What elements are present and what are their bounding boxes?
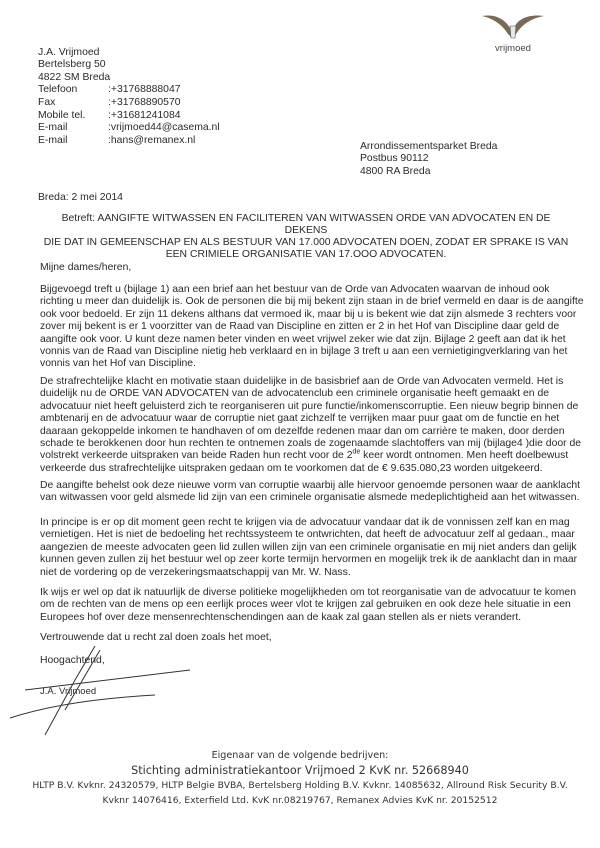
paragraph-line <box>40 463 580 475</box>
sender-block <box>38 47 220 148</box>
paragraph-line <box>40 401 580 413</box>
contact-value: :vrijmoed44@casema.nl <box>108 122 220 134</box>
paragraph-line <box>40 554 580 566</box>
greeting: Hoogachtend, <box>40 655 105 666</box>
line-text: niet de vordering op de verzekeringsmaatschappij van Mr. W. Nass. <box>40 566 351 578</box>
footer-owner-label: Eigenaar van de volgende bedrijven: <box>211 750 389 761</box>
line-text: volstrekt verkeerde uitspraken van beide Raden hun recht voor de 2 <box>40 450 353 462</box>
footer-companies: HLTP B.V. Kvknr. 24320579, HLTP Belgie BVBA, Bertelsberg Holding B.V. Kvknr. 14085632, Allround Risk Security B.V. <box>32 780 568 791</box>
paragraph-line <box>40 567 580 579</box>
contact-row <box>38 122 220 135</box>
paragraph-line <box>40 334 580 346</box>
contact-value: :+31768888047 <box>108 84 181 96</box>
line-text: vernietigen. Het is niet de bedoeling het rechtssysteem te ontwrichten, dat heeft de advocatuur zelf al gedaan., maar <box>40 529 575 541</box>
contact-label: E-mail <box>38 134 68 146</box>
paragraph-line <box>40 542 580 554</box>
paragraph-line <box>40 358 580 370</box>
line-text: Europees hof over deze mensenrechtenschendingen aan de kaak zal gaan stellen als er niets verandert. <box>40 611 522 623</box>
line-text: om de rechten van de mens op een eerlijk proces weer vlot te krijgen zal gebruiken en ook deze hele situatie in een <box>40 599 571 611</box>
footer-foundation: Stichting administratiekantoor Vrijmoed 2 KvK nr. 52668940 <box>131 764 469 777</box>
recipient-city: 4800 RA Breda <box>360 165 431 177</box>
paragraph-line <box>40 376 580 388</box>
paragraph-line <box>40 309 580 321</box>
signature <box>5 640 195 740</box>
contact-value: :+31768890570 <box>108 96 181 108</box>
sender-street: Bertelsberg 50 <box>38 59 106 71</box>
footer <box>0 748 600 808</box>
paragraph-line <box>40 438 580 450</box>
line-text: richting u meer dan duidelijk is. Ook de personen die bij mij bekent zijn staan in de brief vermeld en daar is de aangifte <box>40 296 584 308</box>
line-text: keer wordt ontnomen. Men heeft doelbewust <box>360 450 569 462</box>
paragraph-line <box>40 284 580 296</box>
line-text: advocatuur niet heeft geluisterd zich te reorganiseren uit pure functie/inkomenscorruptie. Een nieuw begrip binnen de <box>40 400 579 412</box>
line-text: De aangifte behelst ook deze nieuwe vorm van corruptie waarbij alle hiervoor genoemde personen waar de aanklacht <box>40 480 581 491</box>
line-text: zover mij bekent is er 1 voorzitter van de Raad van Discipline en zitten er 2 in het Hof van Discipline daar geld de <box>40 321 560 333</box>
line-text: daaraan gekoppelde inkomen te handhaven of om dezelfde redenen maar dan om carrière te maken, door derden <box>40 425 565 437</box>
subject-line: Betreft: AANGIFTE WITWASSEN EN FACILITEREN VAN WITWASSEN ORDE VAN ADVOCATEN EN DE DEKENS <box>61 213 551 236</box>
line-text: verkeerde dus strafrechtelijke uitspraken gedaan om te voorkomen dat de € 9.635.080,23 worden uitgekeerd. <box>40 462 543 474</box>
line-text: van witwassen voor geld alsmede lid zijn van een criminele organisatie alsmede medeplichtigheid aan het witwassen. <box>40 492 580 504</box>
line-text: ambtenarij en de advocatuur waar de corruptie niet gaat zichzelf te verrijken maar puur gaat om de functie en het <box>40 413 560 425</box>
paragraph-4 <box>40 517 580 579</box>
contact-row <box>38 135 220 148</box>
recipient-name: Arrondissementsparket Breda <box>360 141 498 152</box>
paragraph-line <box>40 413 580 425</box>
line-text: vonnis van de Raad van Discipline nietig heb verklaard en in bijlage 3 treft u aan een vernietigingverklaring van het <box>40 345 568 357</box>
paragraph-line <box>40 426 580 438</box>
paragraph-3 <box>40 480 580 505</box>
paragraph-line <box>40 587 580 599</box>
line-text: In principe is er op dit moment geen recht te krijgen via de advocatuur vandaar dat ik de vonnissen zelf kan en mag <box>40 517 570 528</box>
paragraph-line <box>40 517 580 529</box>
line-text: Bijgevoegd treft u (bijlage 1) aan een brief aan het bestuur van de Orde van Advocaten waarvan de inhoud ook <box>40 284 550 295</box>
salutation: Mijne dames/heren, <box>40 262 132 273</box>
subject <box>40 213 572 261</box>
paragraph-line <box>40 346 580 358</box>
paragraph-line <box>40 492 580 504</box>
letter-date: Breda: 2 mei 2014 <box>38 192 123 203</box>
signature-name: J.A. Vrijmoed <box>40 686 97 697</box>
sender-city: 4822 SM Breda <box>38 71 111 83</box>
paragraph-2 <box>40 376 580 475</box>
line-text: duidelijk nu de ORDE VAN ADVOCATEN van de advocatenclub een criminele organisatie heeft gemaakt en de <box>40 388 550 400</box>
paragraph-line <box>40 296 584 308</box>
contact-row <box>38 110 220 123</box>
paragraph-line <box>40 529 580 541</box>
footer-companies-cont: Kvknr 14076416, Exterfield Ltd. KvK nr.08219767, Remanex Advies KvK nr. 20152512 <box>102 795 498 806</box>
line-text: aangezien de meeste advocaten geen lid zullen willen zijn van een criminele organisatie en mij niet anders dan gelijk <box>40 541 577 553</box>
contact-value: :+31681241084 <box>108 109 181 121</box>
company-logo <box>478 12 548 54</box>
paragraph-line <box>40 599 580 611</box>
paragraph-line <box>40 450 580 462</box>
logo-text: vrijmoed <box>495 43 531 54</box>
contact-list <box>38 84 220 148</box>
contact-label: E-mail <box>38 122 68 134</box>
contact-row <box>38 97 220 110</box>
contact-label: Fax <box>38 96 56 108</box>
line-text: Ik wijs er wel op dat ik natuurlijk de diverse politieke mogelijkheden om tot reorganisatie van de advocatuur te komen <box>40 587 576 598</box>
paragraph-line <box>40 480 580 492</box>
contact-row <box>38 84 220 97</box>
line-text: ook voor bedoeld. Er zijn 11 dekens althans dat vermoed ik, maar bij u is bekent wie dat zijn alsmede 3 rechters voor <box>40 308 577 320</box>
contact-label: Telefoon <box>38 84 78 96</box>
line-text: aangifte ook voor. U kunt deze namen beter vinden en weet vrijwel zeker wie dat zijn. Bijlage 2 geeft aan dat ik het <box>40 333 566 345</box>
recipient-postbus: Postbus 90112 <box>360 153 429 165</box>
subject-line: EEN CRIMIELE ORGANISATIE VAN 17.OOO ADVOCATEN. <box>165 249 447 260</box>
line-text: De strafrechtelijke klacht en motivatie staan duidelijke in de basisbrief aan de Orde van Advocaten vermeld. Het is <box>40 376 564 387</box>
paragraph-line <box>40 612 580 624</box>
contact-label: Mobile tel. <box>38 109 86 121</box>
line-text: kunnen geven zullen zij het bestuur wel op zeer korte termijn hervormen en mogelijk trek ik de aanklacht dan in maar <box>40 554 578 566</box>
contact-value: :hans@remanex.nl <box>108 134 196 146</box>
subject-line: DIE DAT IN GEMEENSCHAP EN ALS BESTUUR VAN 17.000 ADVOCATEN DOEN, ZODAT ER SPRAKE IS VAN <box>43 237 569 248</box>
paragraph-5 <box>40 587 580 624</box>
paragraph-line <box>40 388 580 400</box>
sender-name: J.A. Vrijmoed <box>38 47 100 58</box>
ordinal-superscript: de <box>352 448 361 456</box>
closing-line: Vertrouwende dat u recht zal doen zoals het moet, <box>40 632 272 643</box>
recipient-block <box>360 141 497 178</box>
paragraph-1 <box>40 284 584 371</box>
line-text: vonnis van het Hof van Discipline. <box>40 358 196 370</box>
seagull-icon <box>480 12 546 42</box>
line-text: schade te berokkenen door hun rechten te ontnemen zoals de zogenaamde slachtoffers van mij (bijlage4 )die door de <box>40 437 582 449</box>
paragraph-line <box>40 321 580 333</box>
